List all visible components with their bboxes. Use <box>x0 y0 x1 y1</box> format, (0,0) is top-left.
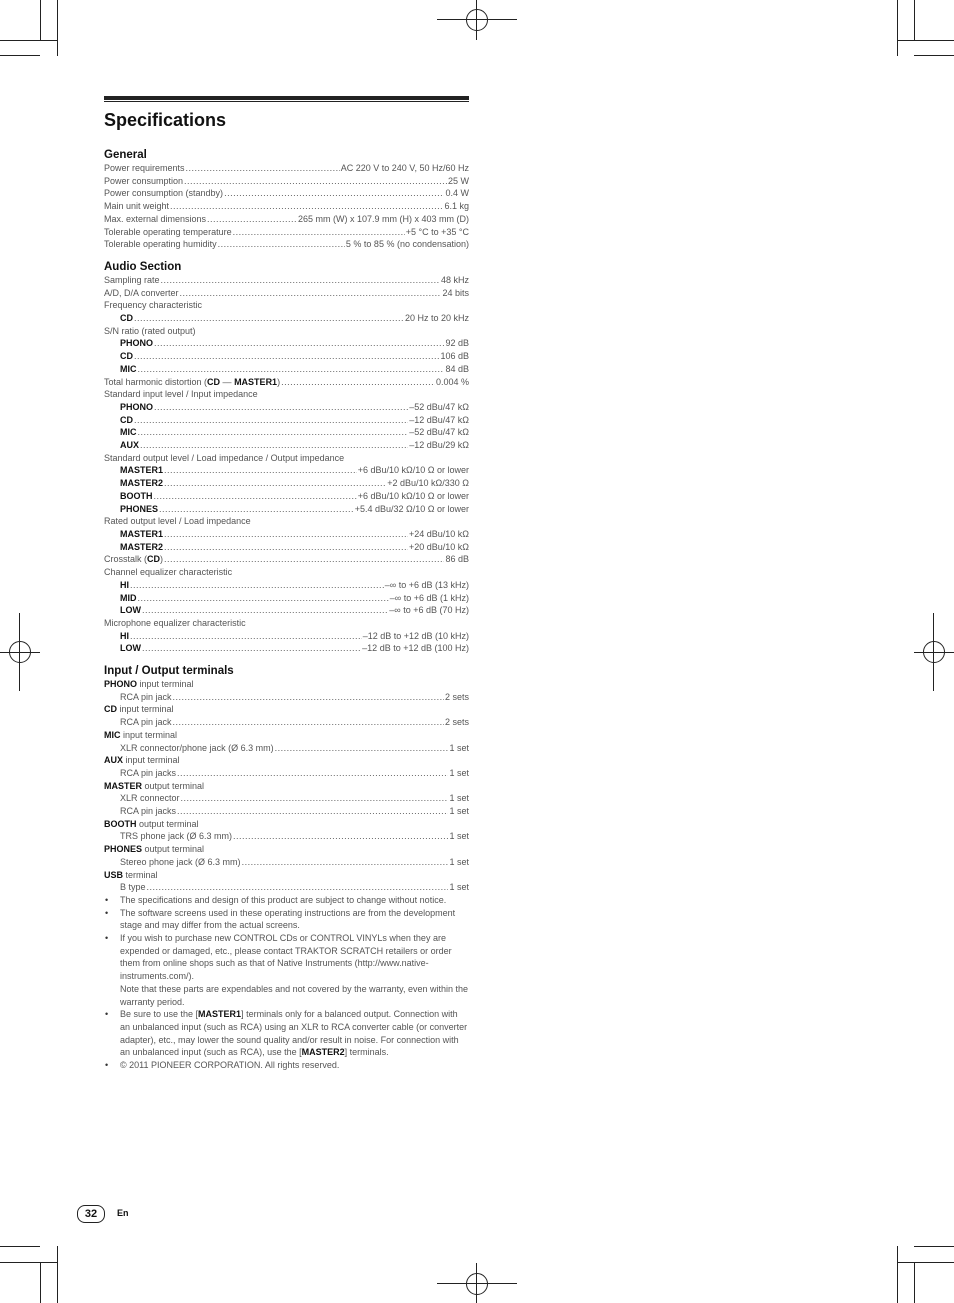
terminal-label: BOOTH output terminal <box>104 818 199 829</box>
note-item: • © 2011 PIONEER CORPORATION. All rights reserved. <box>104 1059 469 1072</box>
spec-row: XLR connector/phone jack (Ø 6.3 mm) ..... 1 set <box>104 742 469 755</box>
terminal-label: CD input terminal <box>104 704 174 715</box>
spec-row: CD ..... 20 Hz to 20 kHz <box>104 312 469 325</box>
spec-row: PHONO ..... –52 dBu/47 kΩ <box>104 401 469 414</box>
spec-row: Tolerable operating humidity ..... 5 % to 85 % (no condensation) <box>104 238 469 251</box>
spec-row: Stereo phone jack (Ø 6.3 mm) ..... 1 set <box>104 856 469 869</box>
spec-row: RCA pin jack ..... 2 sets <box>104 691 469 704</box>
spec-row: MASTER2 ..... +2 dBu/10 kΩ/330 Ω <box>104 477 469 490</box>
spec-row: MASTER1 ..... +24 dBu/10 kΩ <box>104 528 469 541</box>
terminal-label: PHONES output terminal <box>104 844 205 855</box>
spec-group-label: Channel equalizer characteristic <box>104 567 233 578</box>
spec-group-label: Microphone equalizer characteristic <box>104 617 246 628</box>
general-heading: General <box>104 149 147 161</box>
general-section <box>104 148 469 251</box>
notes-list <box>104 894 469 1072</box>
io-section <box>104 664 469 1072</box>
spec-row: RCA pin jack ..... 2 sets <box>104 716 469 729</box>
spec-group-label: Frequency characteristic <box>104 300 203 311</box>
spec-row: LOW ..... –12 dB to +12 dB (100 Hz) <box>104 642 469 655</box>
spec-row: Max. external dimensions ..... 265 mm (W) x 107.9 mm (H) x 403 mm (D) <box>104 213 469 226</box>
io-heading: Input / Output terminals <box>104 665 234 678</box>
spec-row: RCA pin jacks ..... 1 set <box>104 767 469 780</box>
title-rule <box>104 96 469 100</box>
spec-row: MIC ..... 84 dB <box>104 363 469 376</box>
note-item: • Be sure to use the [MASTER1] terminals only for a balanced output. Connection with an unbalanced input (such as RCA) using an XLR to RCA converter cable (or converter adapter), etc., may lower the sound quality and/or result in noise. For connection with an unbalanced input (such as RCA), use the [MASTER2] terminals. <box>104 1008 469 1059</box>
audio-section <box>104 260 469 655</box>
spec-row: MASTER1 ..... +6 dBu/10 kΩ/10 Ω or lower <box>104 464 469 477</box>
spec-row: TRS phone jack (Ø 6.3 mm) ..... 1 set <box>104 830 469 843</box>
terminal-label: AUX input terminal <box>104 755 180 766</box>
spec-group-label: S/N ratio (rated output) <box>104 325 196 336</box>
spec-row: PHONES ..... +5.4 dBu/32 Ω/10 Ω or lower <box>104 503 469 516</box>
spec-row: B type ..... 1 set <box>104 881 469 894</box>
terminal-label: USB terminal <box>104 869 158 880</box>
spec-row: BOOTH ..... +6 dBu/10 kΩ/10 Ω or lower <box>104 490 469 503</box>
spec-row: RCA pin jacks ..... 1 set <box>104 805 469 818</box>
spec-row: CD ..... –12 dBu/47 kΩ <box>104 414 469 427</box>
note-item: • The software screens used in these operating instructions are from the development stage and may differ from the actual screens. <box>104 907 469 932</box>
spec-row: Sampling rate ..... 48 kHz <box>104 274 469 287</box>
spec-row: MID ..... –∞ to +6 dB (1 kHz) <box>104 592 469 605</box>
spec-row: PHONO ..... 92 dB <box>104 337 469 350</box>
spec-row: Total harmonic distortion (CD — MASTER1) ..... 0.004 % <box>104 376 469 389</box>
spec-row: Power consumption ..... 25 W <box>104 175 469 188</box>
page-title: Specifications <box>104 110 227 130</box>
spec-row: HI ..... –∞ to +6 dB (13 kHz) <box>104 579 469 592</box>
spec-row: Tolerable operating temperature ..... +5 °C to +35 °C <box>104 226 469 239</box>
spec-row: AUX ..... –12 dBu/29 kΩ <box>104 439 469 452</box>
spec-row: Power consumption (standby) ..... 0.4 W <box>104 187 469 200</box>
terminal-label: MIC input terminal <box>104 729 178 740</box>
terminal-label: PHONO input terminal <box>104 679 194 690</box>
spec-group-label: Rated output level / Load impedance <box>104 516 251 527</box>
terminal-label: MASTER output terminal <box>104 780 205 791</box>
spec-row: CD ..... 106 dB <box>104 350 469 363</box>
spec-group-label: Standard output level / Load impedance / Output impedance <box>104 452 345 463</box>
spec-row: MASTER2 ..... +20 dBu/10 kΩ <box>104 541 469 554</box>
spec-row: MIC ..... –52 dBu/47 kΩ <box>104 426 469 439</box>
title-rule-thin <box>104 101 469 102</box>
spec-row: Main unit weight ..... 6.1 kg <box>104 200 469 213</box>
page-number: 32 <box>77 1205 105 1223</box>
spec-row: Power requirements ..... AC 220 V to 240 V, 50 Hz/60 Hz <box>104 162 469 175</box>
note-item: • If you wish to purchase new CONTROL CDs or CONTROL VINYLs when they are expended or damaged, etc., please contact TRAKTOR SCRATCH retailers or order them from online shops such as that of Native Instruments (http://www.native-instruments.com/). Note that these parts are expendables and not covered by the warranty, even within the warranty period. <box>104 932 469 1008</box>
spec-row: Crosstalk (CD) ..... 86 dB <box>104 553 469 566</box>
spec-row: LOW ..... –∞ to +6 dB (70 Hz) <box>104 604 469 617</box>
note-item: • The specifications and design of this product are subject to change without notice. <box>104 894 469 907</box>
spec-row: HI ..... –12 dB to +12 dB (10 kHz) <box>104 630 469 643</box>
language-tag: En <box>117 1208 129 1218</box>
audio-heading: Audio Section <box>104 260 182 273</box>
spec-row: XLR connector ..... 1 set <box>104 792 469 805</box>
spec-row: A/D, D/A converter ..... 24 bits <box>104 287 469 300</box>
spec-group-label: Standard input level / Input impedance <box>104 389 258 400</box>
specifications-column <box>104 96 469 1072</box>
